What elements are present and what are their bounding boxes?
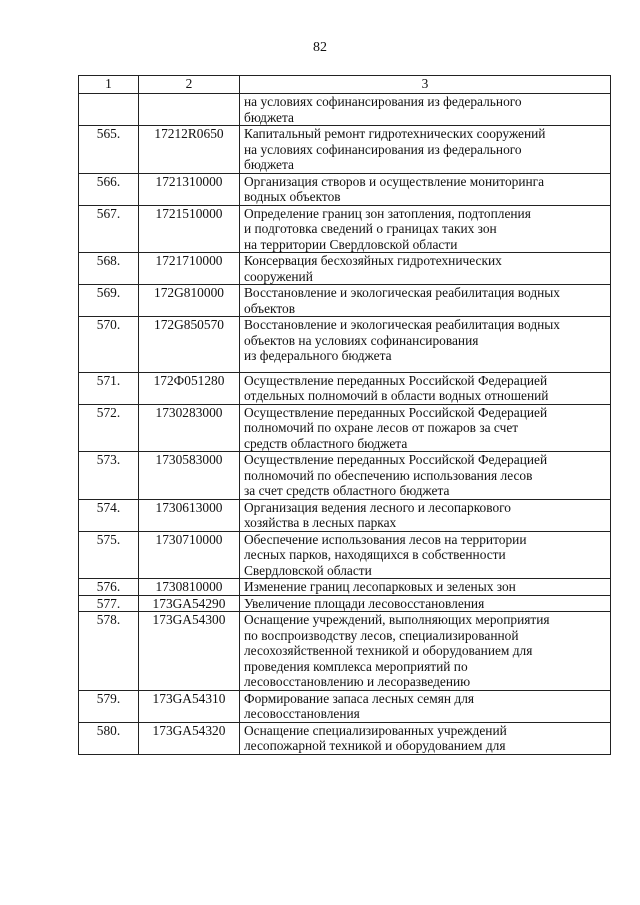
table-row bbox=[79, 722, 611, 754]
description-line: объектов на условиях софинансирования bbox=[244, 332, 479, 348]
row-code bbox=[139, 94, 240, 126]
table-row bbox=[79, 452, 611, 500]
row-code: 1721510000 bbox=[139, 205, 240, 253]
description-line: объектов bbox=[244, 300, 296, 316]
description-line: по воспроизводству лесов, специализированной bbox=[244, 627, 519, 643]
row-code: 1730613000 bbox=[139, 499, 240, 531]
row-number: 567. bbox=[79, 205, 139, 253]
description-line: Увеличение площади лесовосстановления bbox=[244, 595, 485, 611]
table-row bbox=[79, 253, 611, 285]
row-number: 575. bbox=[79, 531, 139, 579]
description-line: Восстановление и экологическая реабилитация водных bbox=[244, 285, 560, 300]
table-header-row bbox=[79, 76, 611, 94]
row-number: 576. bbox=[79, 579, 139, 596]
table-row bbox=[79, 579, 611, 596]
row-description bbox=[240, 173, 611, 205]
row-number: 565. bbox=[79, 126, 139, 174]
description-line: сооружений bbox=[244, 268, 313, 284]
row-description bbox=[240, 452, 611, 500]
row-description bbox=[240, 690, 611, 722]
column-header-description: 3 bbox=[240, 76, 611, 94]
page-number: 82 bbox=[313, 40, 327, 55]
row-description bbox=[240, 579, 611, 596]
table-row bbox=[79, 531, 611, 579]
row-description bbox=[240, 722, 611, 754]
description-line: бюджета bbox=[244, 109, 294, 125]
description-line: на условиях софинансирования из федерального bbox=[244, 94, 522, 109]
row-number: 578. bbox=[79, 612, 139, 691]
row-code: 1730810000 bbox=[139, 579, 240, 596]
table-row bbox=[79, 285, 611, 317]
row-code: 1721710000 bbox=[139, 253, 240, 285]
row-description bbox=[240, 94, 611, 126]
description-line: Осуществление переданных Российской Федерацией bbox=[244, 404, 548, 420]
description-line: Изменение границ лесопарковых и зеленых зон bbox=[244, 579, 516, 594]
description-line: Оснащение учреждений, выполняющих мероприятия bbox=[244, 612, 550, 627]
description-line: Капитальный ремонт гидротехнических сооружений bbox=[244, 126, 546, 141]
row-description bbox=[240, 404, 611, 452]
row-code: 172G810000 bbox=[139, 285, 240, 317]
budget-classification-table bbox=[78, 75, 611, 755]
row-code: 172Ф051280 bbox=[139, 372, 240, 404]
row-code: 1721310000 bbox=[139, 173, 240, 205]
column-header-code: 2 bbox=[139, 76, 240, 94]
table-row bbox=[79, 612, 611, 691]
row-number: 574. bbox=[79, 499, 139, 531]
description-line: лесохозяйственной техникой и оборудованием для bbox=[244, 643, 533, 658]
row-code: 172G850570 bbox=[139, 317, 240, 373]
description-line: Свердловской области bbox=[244, 562, 372, 578]
description-line: Определение границ зон затопления, подтопления bbox=[244, 205, 531, 221]
description-line: Осуществление переданных Российской Федерацией bbox=[244, 372, 548, 388]
table-row bbox=[79, 404, 611, 452]
description-line: лесовосстановления bbox=[244, 706, 360, 721]
row-number: 566. bbox=[79, 173, 139, 205]
description-line: Организация створов и осуществление мониторинга bbox=[244, 173, 545, 189]
table-row bbox=[79, 499, 611, 531]
row-code: 1730283000 bbox=[139, 404, 240, 452]
row-number: 572. bbox=[79, 404, 139, 452]
row-description bbox=[240, 253, 611, 285]
table-row bbox=[79, 317, 611, 373]
column-header-number: 1 bbox=[79, 76, 139, 94]
row-description bbox=[240, 499, 611, 531]
description-line: за счет средств областного бюджета bbox=[244, 483, 450, 498]
description-line: бюджета bbox=[244, 157, 294, 172]
description-line: Консервация бесхозяйных гидротехнических bbox=[244, 253, 502, 268]
description-line: отдельных полномочий в области водных отношений bbox=[244, 388, 549, 403]
row-code: 17212R0650 bbox=[139, 126, 240, 174]
row-description bbox=[240, 595, 611, 612]
description-line: средств областного бюджета bbox=[244, 435, 408, 451]
row-code: 1730583000 bbox=[139, 452, 240, 500]
description-line: на условиях софинансирования из федерального bbox=[244, 141, 522, 157]
row-description bbox=[240, 317, 611, 373]
row-description bbox=[240, 285, 611, 317]
description-line: лесопожарной техникой и оборудованием для bbox=[244, 738, 506, 753]
table-row bbox=[79, 372, 611, 404]
description-line: Восстановление и экологическая реабилитация водных bbox=[244, 317, 560, 332]
description-line: проведения комплекса мероприятий по bbox=[244, 658, 468, 674]
row-number: 577. bbox=[79, 595, 139, 612]
row-number: 580. bbox=[79, 722, 139, 754]
row-number: 570. bbox=[79, 317, 139, 373]
description-line: лесных парков, находящихся в собственности bbox=[244, 547, 506, 562]
description-line: на территории Свердловской области bbox=[244, 236, 458, 252]
row-description bbox=[240, 531, 611, 579]
description-line: лесовосстановлению и лесоразведению bbox=[244, 674, 471, 689]
description-line: и подготовка сведений о границах таких зон bbox=[244, 221, 497, 236]
description-line: водных объектов bbox=[244, 189, 341, 204]
table-row bbox=[79, 690, 611, 722]
row-description bbox=[240, 126, 611, 174]
table-row bbox=[79, 173, 611, 205]
description-line: хозяйства в лесных парках bbox=[244, 515, 397, 530]
description-line: из федерального бюджета bbox=[244, 348, 392, 363]
row-number: 573. bbox=[79, 452, 139, 500]
row-code: 173GA54310 bbox=[139, 690, 240, 722]
row-number: 568. bbox=[79, 253, 139, 285]
description-line: Формирование запаса лесных семян для bbox=[244, 690, 475, 706]
description-line: полномочий по охране лесов от пожаров за счет bbox=[244, 420, 519, 435]
table-row bbox=[79, 94, 611, 126]
table-row bbox=[79, 595, 611, 612]
description-line: Обеспечение использования лесов на территории bbox=[244, 531, 527, 547]
row-number: 571. bbox=[79, 372, 139, 404]
description-line: полномочий по обеспечению использования лесов bbox=[244, 467, 533, 483]
description-line: Организация ведения лесного и лесопаркового bbox=[244, 499, 511, 515]
description-line: Оснащение специализированных учреждений bbox=[244, 722, 507, 738]
row-description bbox=[240, 372, 611, 404]
row-description bbox=[240, 205, 611, 253]
table-row bbox=[79, 205, 611, 253]
row-number: 579. bbox=[79, 690, 139, 722]
row-description bbox=[240, 612, 611, 691]
row-code: 173GA54290 bbox=[139, 595, 240, 612]
row-number bbox=[79, 94, 139, 126]
row-code: 1730710000 bbox=[139, 531, 240, 579]
row-number: 569. bbox=[79, 285, 139, 317]
row-code: 173GA54300 bbox=[139, 612, 240, 691]
table-body bbox=[79, 94, 611, 755]
row-code: 173GA54320 bbox=[139, 722, 240, 754]
table-row bbox=[79, 126, 611, 174]
description-line: Осуществление переданных Российской Федерацией bbox=[244, 452, 548, 467]
